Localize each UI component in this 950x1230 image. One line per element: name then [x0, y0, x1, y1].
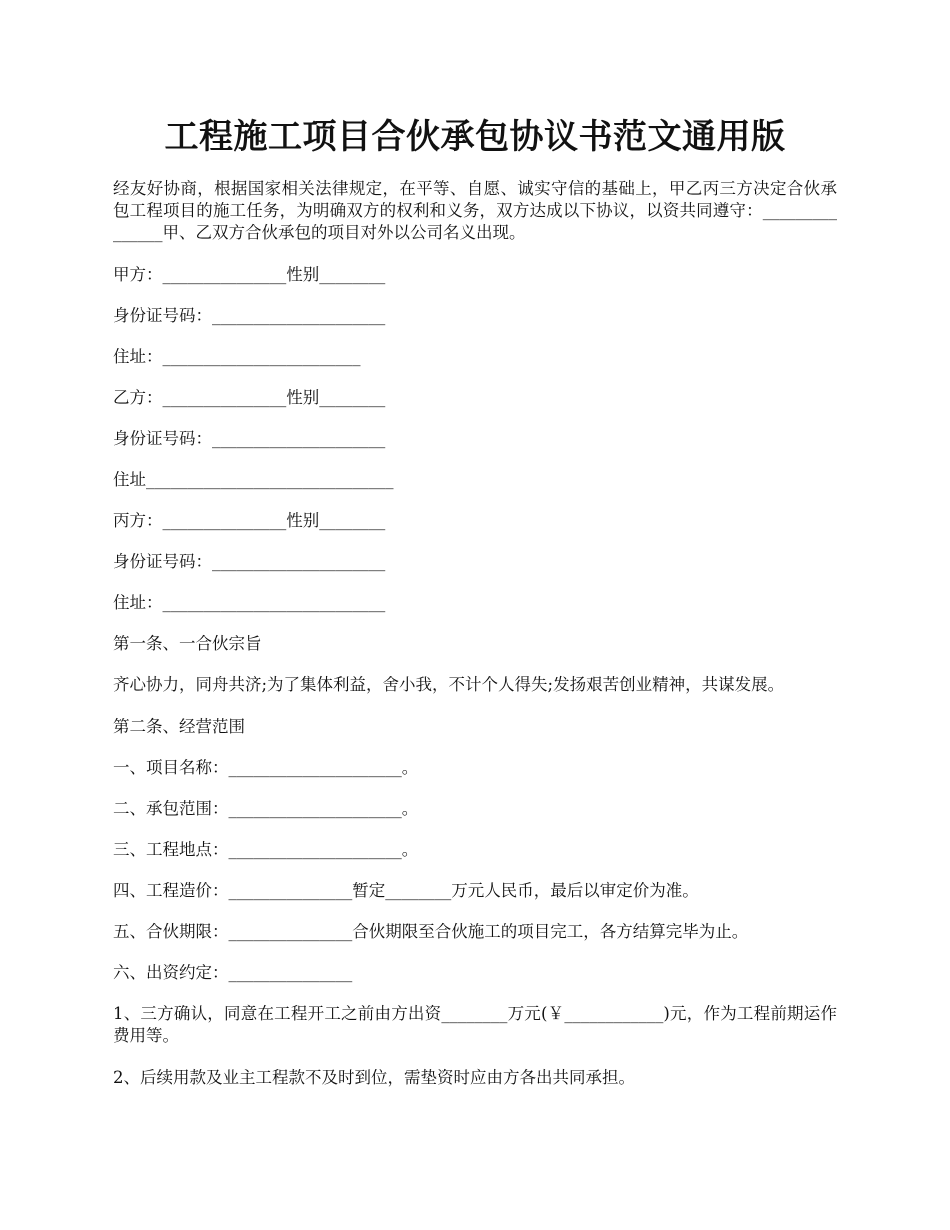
party-b-address-line: 住址______________________________ — [113, 470, 394, 489]
party-c-address-line: 住址：___________________________ — [113, 593, 386, 612]
capital-clause-2: 2、后续用款及业主工程款不及时到位，需垫资时应由方各出共同承担。 — [113, 1068, 635, 1087]
project-name-line: 一、项目名称：_____________________。 — [113, 758, 419, 777]
project-location-line: 三、工程地点：_____________________。 — [113, 840, 419, 859]
party-a-id-line: 身份证号码：_____________________ — [113, 306, 386, 325]
intro-paragraph: 经友好协商，根据国家相关法律规定，在平等、自愿、诚实守信的基础上，甲乙丙三方决定合伙承包工程项目的施工任务，为明确双方的权利和义务，双方达成以下协议，以资共同遵守：_______________甲、乙双方合伙承包的项目对外以公司名义出现。 — [113, 179, 837, 242]
capital-clause-1: 1、三方确认，同意在工程开工之前由方出资________万元(￥____________)元，作为工程前期运作费用等。 — [113, 1004, 837, 1045]
party-c-line: 丙方：_______________性别________ — [113, 511, 386, 530]
project-cost-line: 四、工程造价：_______________暂定________万元人民币，最后以审定价为准。 — [113, 881, 699, 900]
article-1-heading: 第一条、一合伙宗旨 — [113, 634, 262, 653]
party-c-id-line: 身份证号码：_____________________ — [113, 552, 386, 571]
contract-scope-line: 二、承包范围：_____________________。 — [113, 799, 419, 818]
article-2-heading: 第二条、经营范围 — [113, 717, 245, 736]
party-b-line: 乙方：_______________性别________ — [113, 388, 386, 407]
document-body — [113, 178, 837, 1109]
partnership-term-line: 五、合伙期限：_______________合伙期限至合伙施工的项目完工，各方结算完毕为止。 — [113, 922, 749, 941]
article-1-text: 齐心协力，同舟共济;为了集体利益，舍小我，不计个人得失;发扬艰苦创业精神，共谋发展。 — [113, 675, 785, 694]
document-title: 工程施工项目合伙承包协议书范文通用版 — [164, 117, 786, 157]
party-a-address-line: 住址：________________________ — [113, 347, 361, 366]
capital-agreement-line: 六、出资约定：_______________ — [113, 963, 353, 982]
party-a-line: 甲方：_______________性别________ — [113, 265, 386, 284]
party-b-id-line: 身份证号码：_____________________ — [113, 429, 386, 448]
